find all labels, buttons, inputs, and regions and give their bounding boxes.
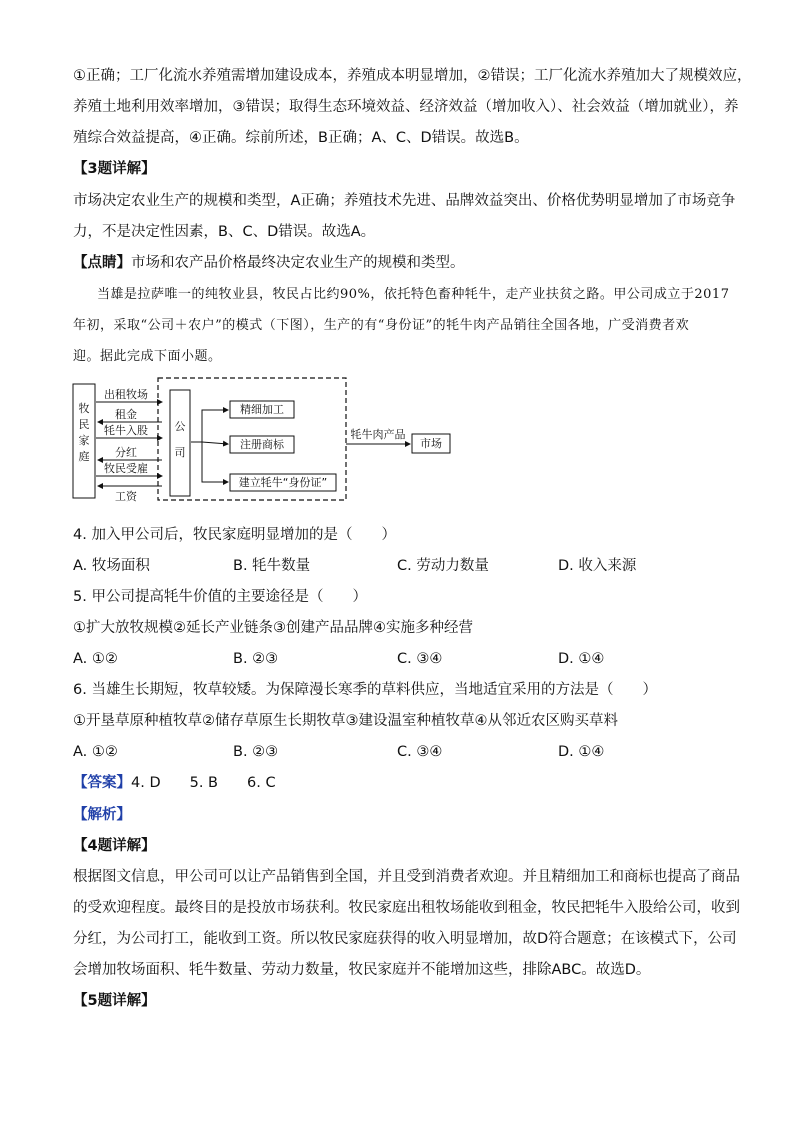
section-heading: 【3题详解】	[73, 161, 156, 177]
text-line: 力，不是决定性因素，B、C、D错误。故选A。	[73, 224, 376, 240]
question-stem: 6. 当雄生长期短，牧草较矮。为保障漫长寒季的草料供应，当地适宜采用的方法是（ ）	[73, 682, 657, 698]
arrow-label: 分红	[115, 446, 137, 459]
arrow-label: 出租牧场	[104, 388, 148, 401]
question-statements: ①扩大放牧规模②延长产业链条③创建产品品牌④实施多种经营	[73, 620, 473, 636]
answer-line	[73, 773, 276, 793]
text-line: 分红，为公司打工，能收到工资。所以牧民家庭获得的收入明显增加，故D符合题意；在该模式下，公司	[73, 931, 737, 947]
question-stem: 4. 加入甲公司后，牧民家庭明显增加的是（ ）	[73, 527, 396, 543]
option: A. 牧场面积	[73, 558, 150, 574]
note-text: 市场和农产品价格最终决定农业生产的规模和类型。	[131, 255, 465, 271]
note-label: 【点睛】	[73, 255, 131, 271]
section-heading: 【5题详解】	[73, 993, 156, 1009]
market-section	[344, 372, 454, 504]
option: B. ②③	[233, 744, 279, 760]
arrow-label: 租金	[115, 408, 137, 421]
company-farmer-model-diagram	[70, 372, 360, 504]
option: A. ①②	[73, 744, 118, 760]
section-heading: 【4题详解】	[73, 838, 156, 854]
option: D. ①④	[558, 744, 605, 760]
option: B. 牦牛数量	[233, 558, 311, 574]
text-line: ①正确；工厂化流水养殖需增加建设成本，养殖成本明显增加，②错误；工厂化流水养殖加大了规模效应，	[73, 68, 752, 84]
question-statements: ①开垦草原种植牧草②储存草原生长期牧草③建设温室种植牧草④从邻近农区购买草料	[73, 713, 618, 729]
company-char: 公	[174, 420, 186, 433]
family-char: 民	[78, 418, 90, 431]
arrow-label: 工资	[115, 490, 137, 503]
question-stem: 5. 甲公司提高牦牛价值的主要途径是（ ）	[73, 589, 367, 605]
option: C. ③④	[397, 744, 443, 760]
branch-label: 建立牦牛“身份证”	[238, 476, 328, 489]
answer-text: 4. D 5. B 6. C	[131, 775, 276, 791]
option: A. ①②	[73, 651, 118, 667]
text-line: 会增加牧场面积、牦牛数量、劳动力数量，牧民家庭并不能增加这些，排除ABC。故选D。	[73, 962, 651, 978]
text-line: 的受欢迎程度。最终目的是投放市场获利。牧民家庭出租牧场能收到租金，牧民把牦牛入股给公司，收到	[73, 900, 740, 916]
option: B. ②③	[233, 651, 279, 667]
note-line	[73, 253, 465, 273]
passage-line: 迎。据此完成下面小题。	[73, 349, 222, 364]
option: C. 劳动力数量	[397, 558, 489, 574]
arrow-label: 牦牛入股	[104, 424, 148, 437]
branch-label: 注册商标	[240, 438, 284, 451]
branch-label: 精细加工	[240, 403, 284, 416]
analysis-label: 【解析】	[73, 807, 131, 823]
product-label: 牦牛肉产品	[350, 428, 406, 441]
market-label: 市场	[420, 437, 442, 450]
text-line: 养殖土地利用效率增加，③错误；取得生态环境效益、经济效益（增加收入）、社会效益（增加就业），养	[73, 99, 739, 115]
family-char: 牧	[78, 402, 90, 415]
passage-line: 年初，采取“公司＋农户”的模式（下图），生产的有“身份证”的牦牛肉产品销往全国各地，广受消费者欢	[73, 318, 690, 333]
text-line: 殖综合效益提高，④正确。综前所述，B正确；A、C、D错误。故选B。	[73, 130, 529, 146]
answer-label: 【答案】	[73, 775, 131, 791]
option: C. ③④	[397, 651, 443, 667]
text-line: 根据图文信息，甲公司可以让产品销售到全国，并且受到消费者欢迎。并且精细加工和商标也提高了商品	[73, 869, 740, 885]
company-box	[170, 390, 190, 496]
arrow-label: 牧民受雇	[104, 462, 148, 475]
family-char: 家	[78, 434, 90, 447]
option: D. 收入来源	[558, 558, 637, 574]
family-char: 庭	[78, 450, 90, 463]
company-char: 司	[174, 446, 186, 459]
option: D. ①④	[558, 651, 605, 667]
passage-line: 当雄是拉萨唯一的纯牧业县，牧民占比约90%，依托特色畜种牦牛，走产业扶贫之路。甲公司成立于2017	[97, 287, 730, 302]
text-line: 市场决定农业生产的规模和类型，A正确；养殖技术先进、品牌效益突出、价格优势明显增加了市场竞争	[73, 193, 736, 209]
